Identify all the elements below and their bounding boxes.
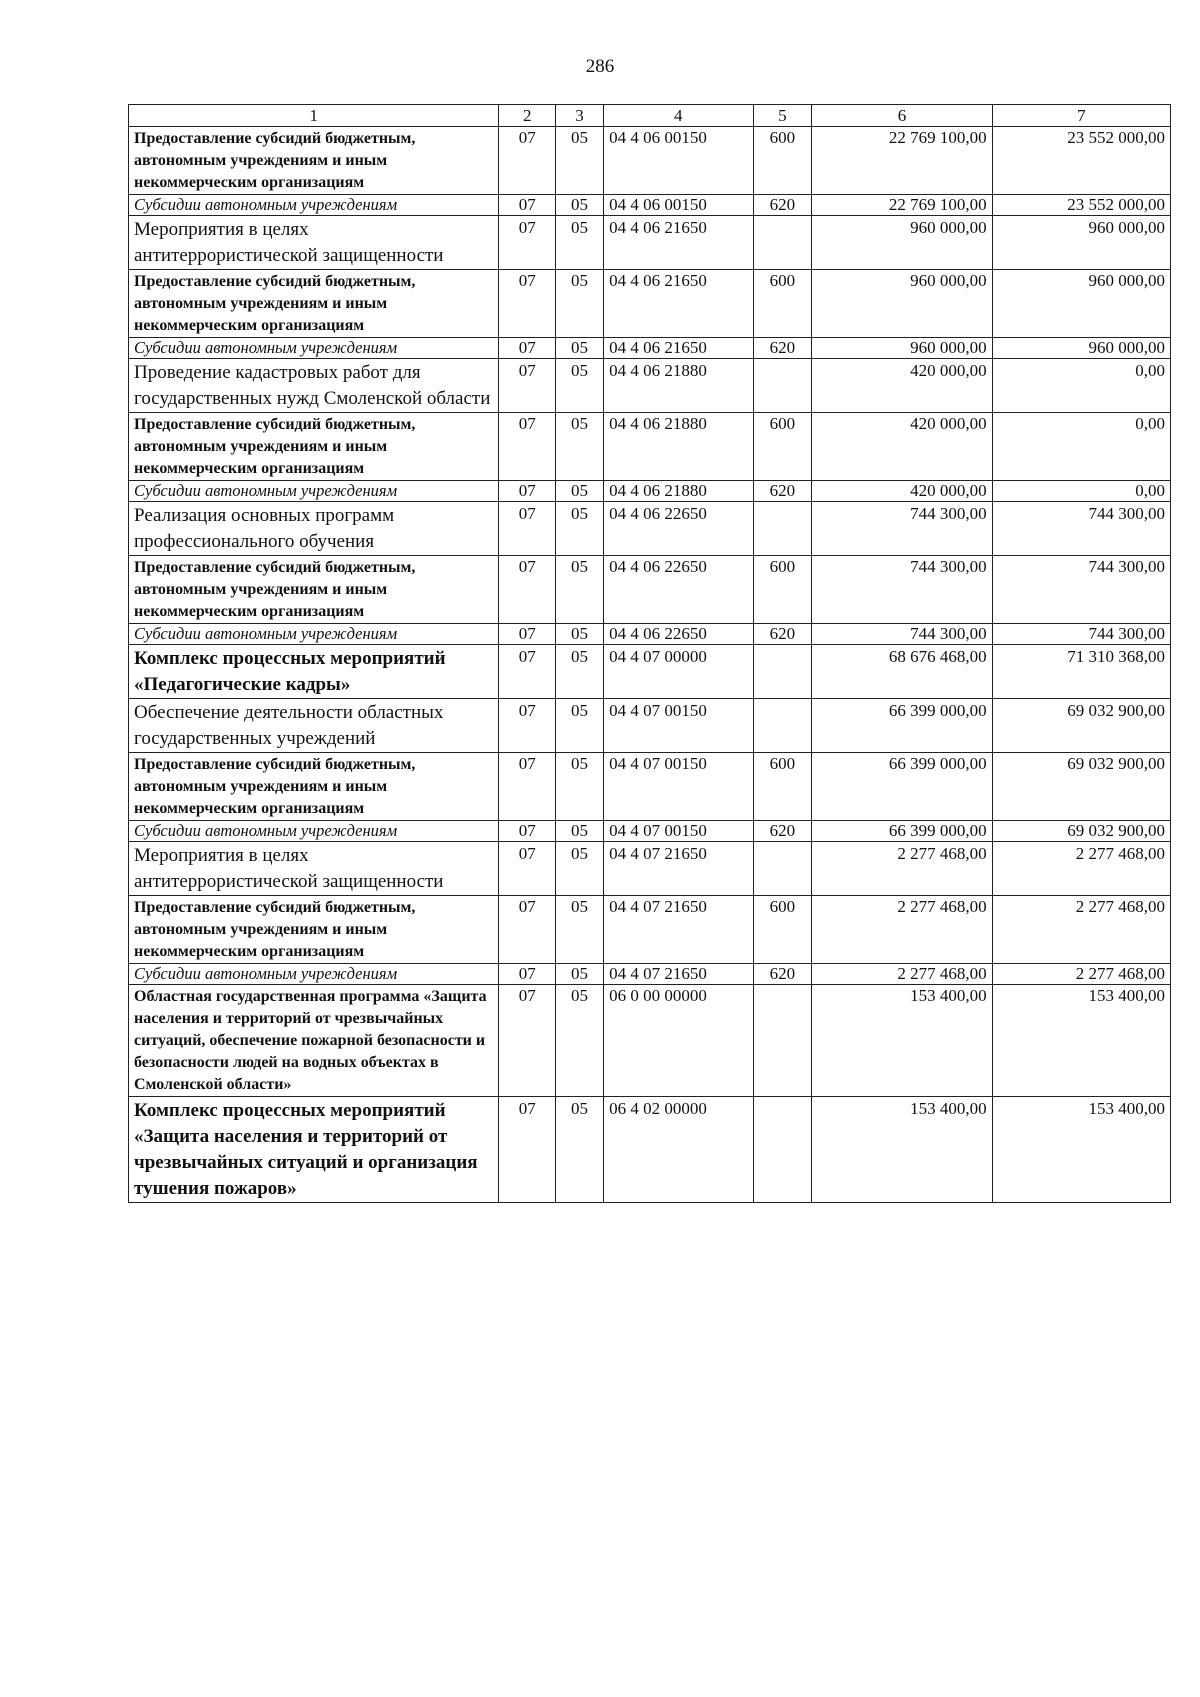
column-header: 7 bbox=[992, 105, 1170, 127]
target-article-cell: 06 0 00 00000 bbox=[604, 985, 753, 1097]
subsection-code-cell: 05 bbox=[556, 985, 604, 1097]
table-row bbox=[129, 964, 1171, 985]
target-article-cell: 04 4 06 21650 bbox=[604, 338, 753, 359]
budget-table bbox=[128, 104, 1171, 1203]
section-code-cell: 07 bbox=[499, 195, 556, 216]
subsection-code-cell: 05 bbox=[556, 413, 604, 481]
expense-type-cell: 620 bbox=[753, 624, 812, 645]
row-name-cell: Субсидии автономным учреждениям bbox=[129, 964, 499, 985]
section-code-cell: 07 bbox=[499, 964, 556, 985]
subsection-code-cell: 05 bbox=[556, 502, 604, 556]
table-row bbox=[129, 481, 1171, 502]
target-article-cell: 04 4 07 00000 bbox=[604, 645, 753, 699]
amount-year-2-cell: 960 000,00 bbox=[992, 270, 1170, 338]
column-header: 1 bbox=[129, 105, 499, 127]
target-article-cell: 06 4 02 00000 bbox=[604, 1097, 753, 1203]
section-code-cell: 07 bbox=[499, 753, 556, 821]
amount-year-1-cell: 420 000,00 bbox=[812, 413, 992, 481]
table-row bbox=[129, 842, 1171, 896]
table-row bbox=[129, 338, 1171, 359]
target-article-cell: 04 4 06 22650 bbox=[604, 556, 753, 624]
subsection-code-cell: 05 bbox=[556, 338, 604, 359]
section-code-cell: 07 bbox=[499, 359, 556, 413]
column-header: 5 bbox=[753, 105, 812, 127]
amount-year-1-cell: 744 300,00 bbox=[812, 556, 992, 624]
subsection-code-cell: 05 bbox=[556, 753, 604, 821]
expense-type-cell bbox=[753, 359, 812, 413]
subsection-code-cell: 05 bbox=[556, 481, 604, 502]
table-row bbox=[129, 556, 1171, 624]
subsection-code-cell: 05 bbox=[556, 556, 604, 624]
target-article-cell: 04 4 07 21650 bbox=[604, 842, 753, 896]
target-article-cell: 04 4 07 00150 bbox=[604, 821, 753, 842]
amount-year-2-cell: 69 032 900,00 bbox=[992, 699, 1170, 753]
row-name-cell: Субсидии автономным учреждениям bbox=[129, 338, 499, 359]
amount-year-2-cell: 71 310 368,00 bbox=[992, 645, 1170, 699]
amount-year-2-cell: 0,00 bbox=[992, 413, 1170, 481]
target-article-cell: 04 4 06 21880 bbox=[604, 413, 753, 481]
amount-year-2-cell: 744 300,00 bbox=[992, 556, 1170, 624]
subsection-code-cell: 05 bbox=[556, 964, 604, 985]
table-row bbox=[129, 502, 1171, 556]
row-name-cell: Субсидии автономным учреждениям bbox=[129, 195, 499, 216]
amount-year-2-cell: 23 552 000,00 bbox=[992, 195, 1170, 216]
section-code-cell: 07 bbox=[499, 338, 556, 359]
expense-type-cell: 620 bbox=[753, 821, 812, 842]
amount-year-1-cell: 153 400,00 bbox=[812, 985, 992, 1097]
target-article-cell: 04 4 07 21650 bbox=[604, 896, 753, 964]
section-code-cell: 07 bbox=[499, 985, 556, 1097]
row-name-cell: Предоставление субсидий бюджетным, автономным учреждениям и иным некоммерческим организациям bbox=[129, 270, 499, 338]
expense-type-cell bbox=[753, 502, 812, 556]
target-article-cell: 04 4 06 21880 bbox=[604, 481, 753, 502]
row-name-cell: Предоставление субсидий бюджетным, автономным учреждениям и иным некоммерческим организациям bbox=[129, 413, 499, 481]
row-name-cell: Предоставление субсидий бюджетным, автономным учреждениям и иным некоммерческим организациям bbox=[129, 127, 499, 195]
table-row bbox=[129, 896, 1171, 964]
expense-type-cell bbox=[753, 842, 812, 896]
row-name-cell: Субсидии автономным учреждениям bbox=[129, 481, 499, 502]
section-code-cell: 07 bbox=[499, 821, 556, 842]
amount-year-1-cell: 960 000,00 bbox=[812, 216, 992, 270]
amount-year-2-cell: 960 000,00 bbox=[992, 338, 1170, 359]
amount-year-1-cell: 2 277 468,00 bbox=[812, 842, 992, 896]
target-article-cell: 04 4 06 22650 bbox=[604, 624, 753, 645]
row-name-cell: Мероприятия в целях антитеррористической защищенности bbox=[129, 842, 499, 896]
amount-year-2-cell: 960 000,00 bbox=[992, 216, 1170, 270]
amount-year-1-cell: 744 300,00 bbox=[812, 502, 992, 556]
target-article-cell: 04 4 06 21650 bbox=[604, 216, 753, 270]
section-code-cell: 07 bbox=[499, 1097, 556, 1203]
amount-year-2-cell: 744 300,00 bbox=[992, 502, 1170, 556]
table-row bbox=[129, 645, 1171, 699]
target-article-cell: 04 4 06 00150 bbox=[604, 195, 753, 216]
column-header: 3 bbox=[556, 105, 604, 127]
expense-type-cell: 600 bbox=[753, 127, 812, 195]
table-row bbox=[129, 985, 1171, 1097]
column-header: 6 bbox=[812, 105, 992, 127]
expense-type-cell: 600 bbox=[753, 556, 812, 624]
table-row bbox=[129, 359, 1171, 413]
subsection-code-cell: 05 bbox=[556, 270, 604, 338]
subsection-code-cell: 05 bbox=[556, 842, 604, 896]
section-code-cell: 07 bbox=[499, 624, 556, 645]
amount-year-1-cell: 66 399 000,00 bbox=[812, 821, 992, 842]
row-name-cell: Обеспечение деятельности областных государственных учреждений bbox=[129, 699, 499, 753]
subsection-code-cell: 05 bbox=[556, 624, 604, 645]
subsection-code-cell: 05 bbox=[556, 896, 604, 964]
subsection-code-cell: 05 bbox=[556, 699, 604, 753]
section-code-cell: 07 bbox=[499, 270, 556, 338]
table-row bbox=[129, 270, 1171, 338]
target-article-cell: 04 4 06 22650 bbox=[604, 502, 753, 556]
row-name-cell: Предоставление субсидий бюджетным, автономным учреждениям и иным некоммерческим организациям bbox=[129, 556, 499, 624]
target-article-cell: 04 4 06 21650 bbox=[604, 270, 753, 338]
section-code-cell: 07 bbox=[499, 556, 556, 624]
target-article-cell: 04 4 07 00150 bbox=[604, 699, 753, 753]
table-body bbox=[129, 127, 1171, 1203]
expense-type-cell: 600 bbox=[753, 896, 812, 964]
table-row bbox=[129, 216, 1171, 270]
amount-year-2-cell: 153 400,00 bbox=[992, 985, 1170, 1097]
expense-type-cell bbox=[753, 1097, 812, 1203]
section-code-cell: 07 bbox=[499, 413, 556, 481]
table-row bbox=[129, 1097, 1171, 1203]
row-name-cell: Комплекс процессных мероприятий «Педагогические кадры» bbox=[129, 645, 499, 699]
subsection-code-cell: 05 bbox=[556, 216, 604, 270]
subsection-code-cell: 05 bbox=[556, 1097, 604, 1203]
amount-year-2-cell: 2 277 468,00 bbox=[992, 842, 1170, 896]
expense-type-cell: 600 bbox=[753, 753, 812, 821]
row-name-cell: Субсидии автономным учреждениям bbox=[129, 624, 499, 645]
amount-year-2-cell: 69 032 900,00 bbox=[992, 753, 1170, 821]
amount-year-1-cell: 22 769 100,00 bbox=[812, 127, 992, 195]
target-article-cell: 04 4 07 21650 bbox=[604, 964, 753, 985]
expense-type-cell: 620 bbox=[753, 338, 812, 359]
column-header: 4 bbox=[604, 105, 753, 127]
amount-year-1-cell: 2 277 468,00 bbox=[812, 896, 992, 964]
expense-type-cell: 600 bbox=[753, 270, 812, 338]
section-code-cell: 07 bbox=[499, 645, 556, 699]
table-header-row bbox=[129, 105, 1171, 127]
row-name-cell: Мероприятия в целях антитеррористической защищенности bbox=[129, 216, 499, 270]
row-name-cell: Субсидии автономным учреждениям bbox=[129, 821, 499, 842]
amount-year-1-cell: 420 000,00 bbox=[812, 481, 992, 502]
amount-year-2-cell: 744 300,00 bbox=[992, 624, 1170, 645]
amount-year-1-cell: 744 300,00 bbox=[812, 624, 992, 645]
expense-type-cell bbox=[753, 699, 812, 753]
amount-year-2-cell: 0,00 bbox=[992, 481, 1170, 502]
table-row bbox=[129, 699, 1171, 753]
column-header: 2 bbox=[499, 105, 556, 127]
expense-type-cell bbox=[753, 645, 812, 699]
amount-year-1-cell: 66 399 000,00 bbox=[812, 753, 992, 821]
row-name-cell: Областная государственная программа «Защита населения и территорий от чрезвычайных ситуаций, обеспечение пожарной безопасности и безопасности людей на водных объектах в Смоленской области» bbox=[129, 985, 499, 1097]
expense-type-cell: 620 bbox=[753, 964, 812, 985]
row-name-cell: Предоставление субсидий бюджетным, автономным учреждениям и иным некоммерческим организациям bbox=[129, 896, 499, 964]
row-name-cell: Проведение кадастровых работ для государственных нужд Смоленской области bbox=[129, 359, 499, 413]
section-code-cell: 07 bbox=[499, 502, 556, 556]
section-code-cell: 07 bbox=[499, 481, 556, 502]
table-row bbox=[129, 195, 1171, 216]
section-code-cell: 07 bbox=[499, 896, 556, 964]
row-name-cell: Комплекс процессных мероприятий «Защита населения и территорий от чрезвычайных ситуаций и организация тушения пожаров» bbox=[129, 1097, 499, 1203]
subsection-code-cell: 05 bbox=[556, 127, 604, 195]
subsection-code-cell: 05 bbox=[556, 821, 604, 842]
amount-year-1-cell: 960 000,00 bbox=[812, 338, 992, 359]
table-row bbox=[129, 127, 1171, 195]
section-code-cell: 07 bbox=[499, 216, 556, 270]
amount-year-1-cell: 66 399 000,00 bbox=[812, 699, 992, 753]
amount-year-2-cell: 153 400,00 bbox=[992, 1097, 1170, 1203]
row-name-cell: Реализация основных программ профессионального обучения bbox=[129, 502, 499, 556]
target-article-cell: 04 4 06 00150 bbox=[604, 127, 753, 195]
subsection-code-cell: 05 bbox=[556, 359, 604, 413]
subsection-code-cell: 05 bbox=[556, 195, 604, 216]
subsection-code-cell: 05 bbox=[556, 645, 604, 699]
expense-type-cell: 620 bbox=[753, 481, 812, 502]
amount-year-1-cell: 68 676 468,00 bbox=[812, 645, 992, 699]
amount-year-2-cell: 2 277 468,00 bbox=[992, 896, 1170, 964]
expense-type-cell bbox=[753, 985, 812, 1097]
section-code-cell: 07 bbox=[499, 699, 556, 753]
amount-year-1-cell: 22 769 100,00 bbox=[812, 195, 992, 216]
amount-year-1-cell: 2 277 468,00 bbox=[812, 964, 992, 985]
expense-type-cell: 600 bbox=[753, 413, 812, 481]
expense-type-cell: 620 bbox=[753, 195, 812, 216]
amount-year-2-cell: 2 277 468,00 bbox=[992, 964, 1170, 985]
target-article-cell: 04 4 06 21880 bbox=[604, 359, 753, 413]
table-row bbox=[129, 624, 1171, 645]
table-row bbox=[129, 821, 1171, 842]
section-code-cell: 07 bbox=[499, 842, 556, 896]
amount-year-1-cell: 420 000,00 bbox=[812, 359, 992, 413]
amount-year-2-cell: 0,00 bbox=[992, 359, 1170, 413]
amount-year-1-cell: 153 400,00 bbox=[812, 1097, 992, 1203]
table-row bbox=[129, 753, 1171, 821]
table-row bbox=[129, 413, 1171, 481]
section-code-cell: 07 bbox=[499, 127, 556, 195]
amount-year-1-cell: 960 000,00 bbox=[812, 270, 992, 338]
target-article-cell: 04 4 07 00150 bbox=[604, 753, 753, 821]
row-name-cell: Предоставление субсидий бюджетным, автономным учреждениям и иным некоммерческим организациям bbox=[129, 753, 499, 821]
page-number: 286 bbox=[585, 56, 615, 77]
amount-year-2-cell: 23 552 000,00 bbox=[992, 127, 1170, 195]
expense-type-cell bbox=[753, 216, 812, 270]
amount-year-2-cell: 69 032 900,00 bbox=[992, 821, 1170, 842]
